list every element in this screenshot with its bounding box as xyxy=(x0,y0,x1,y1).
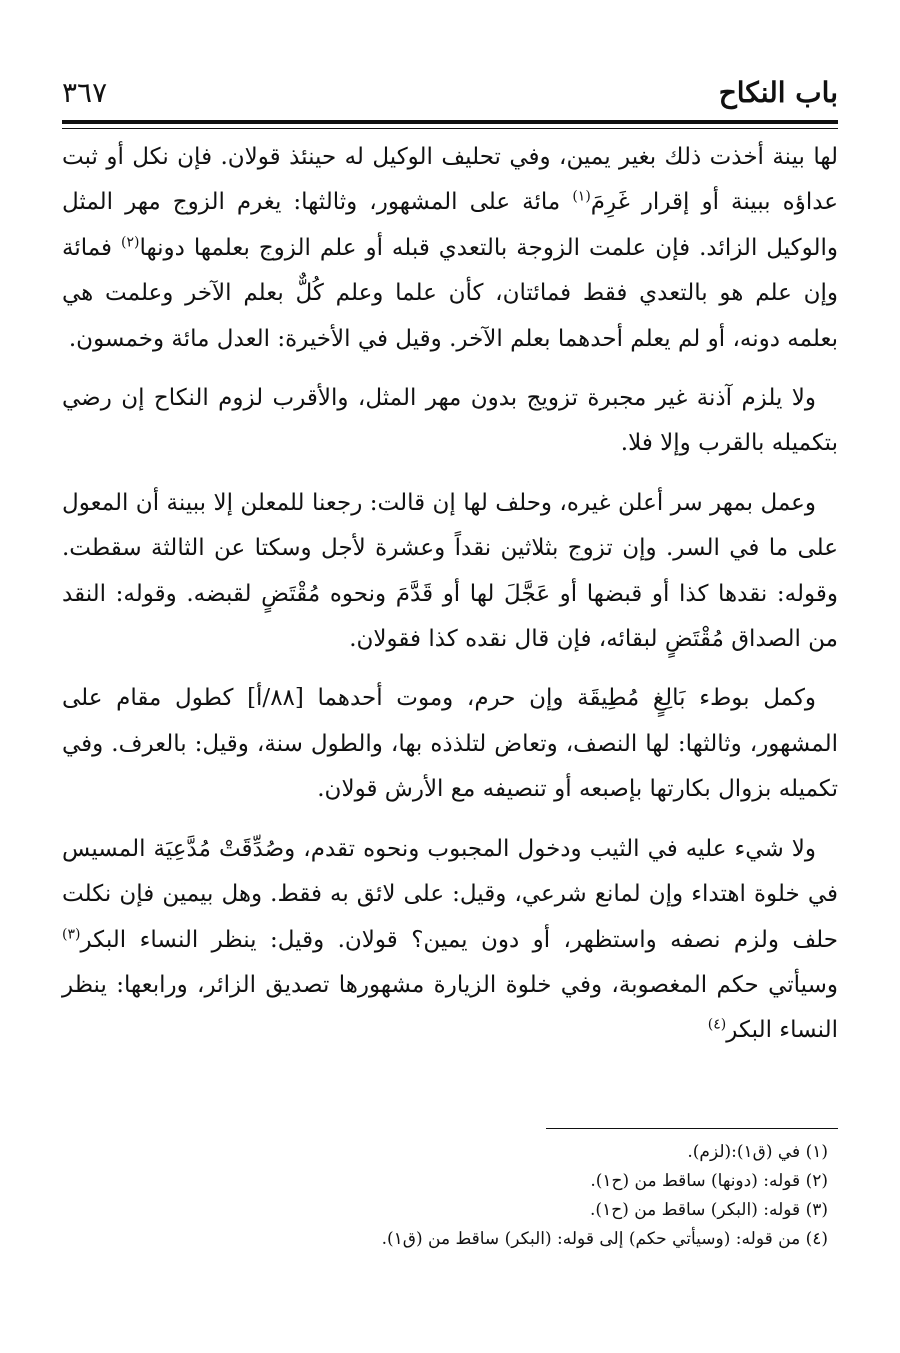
paragraph-text: وعمل بمهر سر أعلن غيره، وحلف لها إن قالت: رجعنا للمعلن إلا ببينة أن المعول على ما في السر. وإن تزوج بثلاثين نقداً وعشرة لأجل وسكتا عن الثالثة سقطت. وقوله: نقدها كذا أو قبضها أو عَجَّلَ لها أو قَدَّمَ ونحوه مُقْتَضٍ لقبضه. وقوله: النقد من الصداق مُقْتَضٍ لبقائه، فإن قال نقده كذا فقولان. xyxy=(62,489,838,653)
footnote-2: (٢) قوله: (دونها) ساقط من (ح١). xyxy=(590,1171,828,1191)
footnote-separator xyxy=(546,1128,838,1129)
header-rule-thin xyxy=(62,128,838,129)
paragraph-1 xyxy=(62,135,838,362)
paragraph-text: ولا شيء عليه في الثيب ودخول المجبوب ونحوه تقدم، وصُدِّقَتْ مُدَّعِيَة المسيس في خلوة اهتداء وإن لمانع شرعي، وقيل: على لائق به فقط. وهل بيمين فإن نكلت حلف ولزم نصفه واستظهر، أو دون يمين؟ قولان. وقيل: ينظر النساء البكر xyxy=(62,835,838,953)
paragraph-2 xyxy=(62,376,838,467)
header-rule-thick xyxy=(62,120,838,124)
page-number: ٣٦٧ xyxy=(62,76,108,109)
paragraph-text: فمائة وإن علم هو بالتعدي فقط فمائتان، كأن علما وعلم كُلٌّ بعلم الآخر وعلمت هي بعلمه دونه، أو لم يعلم أحدهما بعلم الآخر. وقيل في الأخيرة: العدل مائة وخمسون. xyxy=(62,234,838,352)
footnote-ref: (٢) xyxy=(121,234,140,251)
footnote-ref: (١) xyxy=(572,188,591,205)
footnotes xyxy=(62,1138,828,1254)
footnote-ref: (٤) xyxy=(707,1016,727,1033)
chapter-title: باب النكاح xyxy=(718,76,838,109)
paragraph-text: وكمل بوطء بَالِغٍ مُطِيقَة وإن حرم، وموت أحدهما [٨٨/أ] كطول مقام على المشهور، وثالثها: لها النصف، وتعاض لتلذذه بها، والطول سنة، وقيل: بالعرف. وفي تكميله بزوال بكارتها بإصبعه أو تنصيفه مع الأرش قولان. xyxy=(62,685,838,803)
paragraph-text: لها بينة أخذت ذلك بغير يمين، وفي تحليف الوكيل له حينئذ قولان. فإن نكل أو ثبت عداؤه ببينة أو إقرار غَرِمَ xyxy=(62,144,839,216)
main-text xyxy=(62,135,838,1054)
footnote-4: (٤) من قوله: (وسيأتي حكم) إلى قوله: (البكر) ساقط من (ق١). xyxy=(381,1229,828,1249)
paragraph-3 xyxy=(62,481,838,663)
paragraph-text: مائة على المشهور، وثالثها: يغرم الزوج مهر المثل والوكيل الزائد. فإن علمت الزوجة بالتعدي قبله أو علم الزوج بعلمها دونها xyxy=(62,189,838,261)
footnote-ref: (٣) xyxy=(62,925,81,942)
footnote-3: (٣) قوله: (البكر) ساقط من (ح١). xyxy=(590,1200,828,1220)
paragraph-text: ولا يلزم آذنة غير مجبرة تزويج بدون مهر المثل، والأقرب لزوم النكاح إن رضي بتكميله بالقرب وإلا فلا. xyxy=(62,385,838,457)
paragraph-text: وسيأتي حكم المغصوبة، وفي خلوة الزيارة مشهورها تصديق الزائر، ورابعها: ينظر النساء البكر xyxy=(62,971,838,1044)
page-header xyxy=(62,70,838,116)
paragraph-5 xyxy=(62,827,838,1054)
footnote-1: (١) في (ق١):(لزم). xyxy=(687,1142,828,1162)
paragraph-4 xyxy=(62,676,838,812)
